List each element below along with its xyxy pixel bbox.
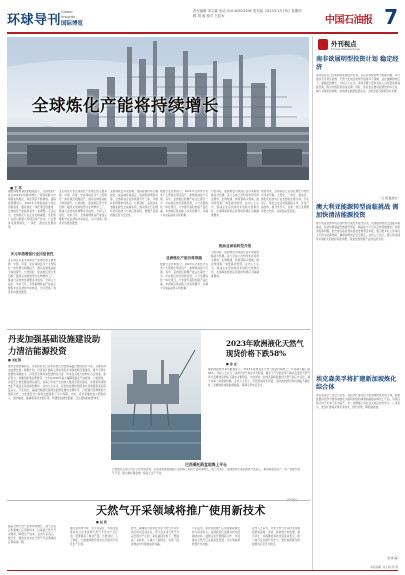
lead-paragraph: 亚太地区仍是全球炼化产能增长的主要来源。中国、印度、中东等地区多个大型炼化一体化项目相继投产，推动区域炼油能力持续提升。与此同时，欧美地区部分老旧炼厂陆续关闭或转型为生物燃料工厂，炼油行业结构性调整步伐加快。分析人士指出，未来几年，全球新增炼油产能将主要集中在亚洲和中东地区，出口型炼厂的竞争将更加激烈。: [8, 259, 56, 295]
lead-column-2: [59, 190, 107, 325]
gas-tech-author: ■ 赵 欣: [96, 520, 107, 524]
section-divider: [7, 500, 310, 501]
sidebar-headline-1: 南非欲展明型投资计划 稳定经济: [316, 56, 399, 71]
column-divider: [312, 36, 313, 570]
lead-subheading: 多元举措增强行业回复韧性: [10, 252, 54, 256]
denmark-article-text: 据丹麦能源署消息，丹麦政府近日宣布将加大对能源基础设施的投资力度，以推动清洁能源发展。根据计划，丹麦将扩建海上风电项目并加强电网互联建设，提升可再生能源的消纳能力。丹麦是全球风电发展的先行者，风电在其电力结构中占比较高。政府表示，将继续推进能源转型，力争在2030年前大幅降低温室气体排放。与此同时，丹麦还计划发展能源岛项目，将海上风电产生的电力输送至周边国家，并探索利用绿电生产氢能及其他绿色燃料。业内人士认为，丹麦的能源转型经验对其他国家具有借鉴意义。专家指出，基础设施建设是清洁能源发展的关键环节，丹麦通过统筹规划与国际合作，为能源安全与绿色发展提供了有力保障。未来，丹麦将继续加大研发投入，推动储能、碳捕集等技术的应用，构建更加清洁低碳、安全高效的能源体系。: [8, 365, 106, 401]
sidebar-label-english: Foreign Perspectives: [331, 47, 360, 51]
lead-paragraph: 与此同时，能源转型为炼油行业带来新的挑战与机遇。各大石油公司纷纷布局可再生燃料、生物航煤、绿氢等新兴领域，推动传统炼厂向低碳化转型。业内人士认为，炼油企业需加快技术创新与结构优化，在保障能源供应的同时积极应对碳减排要求。: [211, 190, 259, 218]
sidebar-label-text: 外刊视点: [331, 40, 357, 48]
page-number: 7: [384, 5, 398, 29]
sidebar-article-3-text: 埃克森美孚公司近日宣布，将投资扩建其位于新加坡的炼化综合体，新建装置将把部分燃料油转化为高附加值的润滑油基础油和化工产品。该项目预计将于未来几年内投产，进一步增强公司在亚太地区的竞争力。公司表示，此次扩建将采用先进技术，提升能效，降低碳排放。: [316, 394, 400, 410]
lead-subheading: 亚洲炼化产能仍将领跑: [166, 256, 202, 260]
lead-subheading: 炼油业面临转型升级: [218, 244, 252, 248]
lead-paragraph: 展望未来，全球炼化行业将在增长与转型中寻求平衡。大型化、一体化、智能化、绿色化将成为行业发展的主要方向。专家表示，炼化企业应加强国际合作，优化产品结构，提升竞争力，在新一轮行业调整中抢占先机，实现高质量发展。: [261, 190, 309, 214]
denmark-headline: 丹麦加强基础设施建设助力清洁能源投资: [8, 334, 101, 356]
section-english-title: Global Insights: [61, 10, 76, 19]
lead-headline: 全球炼化产能将持续增长: [32, 96, 219, 115]
lead-paragraph: 根据行业机构统计，2023年全球预计有多个大型炼化项目投产，新增炼油能力可观。其中，亚洲地区新增产能占比超过一半。中东地区依托资源优势，大力发展炼化一体化项目，力争提升高附加值产品比重。非洲地区炼油能力也有望提升，以减少对成品油进口的依赖。: [160, 263, 208, 291]
lead-column-5: [211, 190, 259, 325]
gas-tech-column-1: 随着全球天然气需求持续增长，油气企业正积极推广应用新技术，以提高天然气开采效率，降低生产成本。业内专家表示，数字化、智能化技术在天然气开采领域的应用前景广阔。: [8, 525, 56, 545]
footer-editor: 本版编辑 刘义霖 胡 蓉: [370, 565, 398, 569]
sidebar-article-1-text: 南非政府近日宣布新的能源投资计划，以应对持续的电力短缺问题。该计划涉及可再生能源、天然气发电及电网升级等多个领域，旨在缓解限电压力，提振经济增长。分析人士认为，南非需要大量资金投入以改善能源基础设施，吸引外国投资将是关键。同时，政府也在推动能源结构多元化，减少对煤炭的依赖，加快清洁能源发展步伐，为经济复苏提供坚实支撑。: [316, 74, 400, 94]
lead-column-3: [110, 190, 158, 325]
section-subtitle: 国际博览: [61, 21, 84, 27]
sidebar-article-1-author: （文 据 路透社）: [378, 196, 400, 200]
page-footer-rule: [7, 570, 398, 572]
photo-caption-text: 巴西国家石油公司近日发布消息称，其在桑托斯盆地盐下层的海上油田产量持续增长。该公司表示，将继续加大深水勘探开发投入，推动新项目投产，进一步提升油气产量。图为桑托斯盆地一座海上生产平台。: [112, 468, 300, 476]
masthead-logo: 中国石油报: [325, 15, 373, 26]
lng-price-article-text: 据欧洲能源交易所数据显示，2023年欧洲液化天然气现货价格较上一年同期大幅下跌58%。分析人士认为，欧洲天然气库存水平较高、暖冬天气导致需求下降以及液化天然气进口量增加是价格下跌的主要原因。与此同时，欧洲各国积极推进天然气供应多元化，减少对单一来源的依赖。业内人士表示，尽管价格有所回落，但欧洲能源市场仍面临不确定性，需要继续加强能源储备，保障冬季供应安全。: [208, 368, 310, 388]
lng-price-author: ■ 孙 亚: [226, 362, 237, 366]
lead-paragraph: 与此同时，能源转型为炼油行业带来新的挑战与机遇。各大石油公司纷纷布局可再生燃料、生物航煤、绿氢等新兴领域，推动传统炼厂向低碳化转型。业内人士认为，炼油企业需加快技术创新与结构优化，在保障能源供应的同时积极应对碳减排要求。: [211, 251, 259, 279]
lng-price-headline: 2023年欧洲液化天然气现货价格下跌58%: [226, 339, 304, 358]
lead-column-6: [261, 190, 309, 325]
editor-info: 责任编辑 刘义霖 电话 010-64523398 美术编辑 胡 蓉 校对 王辰禾: [193, 9, 263, 18]
photo-caption-title: 巴西桑托斯盆地海上平台: [185, 462, 227, 467]
section-title: 环球导刊: [7, 13, 62, 28]
sidebar-headline-3: 埃克森美孚将扩建新加坡炼化综合体: [316, 376, 397, 391]
lead-column-1: [8, 190, 56, 325]
sidebar-headline-2: 澳大利亚能源转型面临挑战 需加快清洁能源投资: [316, 204, 399, 219]
sidebar-article-2-text: 澳大利亚能源市场运营机构日前发布报告指出，该国能源转型正面临多重挑战，包括电网基础设施建设滞后、储能能力不足以及传统燃煤电厂加速退役等问题。报告建议政府加快清洁能源项目审批，吸引更多私人资本投入可再生能源领域，确保能源供应安全稳定。业内人士表示，澳大利亚拥有丰富的太阳能和风能资源，具备发展绿氢产业的良好条件。: [316, 222, 400, 242]
lead-paragraph: 根据行业机构统计，2023年全球预计有多个大型炼化项目投产，新增炼油能力可观。其中，亚洲地区新增产能占比超过一半。中东地区依托资源优势，大力发展炼化一体化项目，力争提升高附加值产品比重。非洲地区炼油能力也有望提升，以减少对成品油进口的依赖。: [160, 190, 208, 218]
gas-tech-column-4: 专家指出，新技术的推广应用需要政策支持与资金投入。各国政府应加强对技术创新的扶持，鼓励企业开展国际合作，共同推动天然气行业高质量发展，为全球能源转型作出贡献。: [192, 527, 240, 547]
page-header: [7, 6, 398, 34]
sidebar-mark-icon: [318, 39, 328, 50]
sidebar-label: [318, 38, 398, 53]
lead-paragraph: 据国际能源署预测数据显示，全球炼油产能在2023年将继续增长。特别是新兴市场国家和地区，炼化项目不断增加。国际能源署表示，2023年全球炼油能力将达到新高度，随着炼化一体化项目的推进，全球炼化产能格局将进一步调整。专家认为，全球炼化行业正在加速重组，老旧炼厂关停与新建大型项目投产并存，行业整体呈现规模化、一体化、清洁化发展趋势。: [8, 190, 56, 230]
lead-paragraph: 受地缘政治冲突影响，国际能源市场大幅波动，成品油价格高企，炼油利润明显改善。全球炼油企业积极提升开工率，多措并举保障市场供应。与此同时，各国也在加强能源安全战略布局，推动炼化行业提升抗风险能力与供应链韧性，增强产业链的稳定性与安全性。: [110, 190, 158, 218]
lead-author: ■ 王 邦: [10, 186, 22, 190]
gas-tech-column-5: 业内人士认为，未来天然气开采技术将朝着更加高效、清洁、智能的方向发展，数字孪生、远程操控等技术将逐步普及，助力油气企业提升竞争力，更好地保障全球能源供应安全与稳定。: [252, 527, 300, 547]
gas-tech-headline: 天然气开采领域将推广使用新技术: [96, 504, 266, 517]
gas-tech-column-2: 据行业机构分析，水平井钻井、多级压裂等技术已在非常规天然气开发中广泛应用，显著提高了单井产量。与此同时，人工智能、大数据等数字技术也开始用于优化生产运营。: [70, 527, 118, 547]
offshore-platform-photo: [111, 330, 201, 460]
denmark-author: ■ 刘红钢: [8, 358, 21, 362]
lead-paragraph: 亚太地区仍是全球炼化产能增长的主要来源。中国、印度、中东等地区多个大型炼化一体化项目相继投产，推动区域炼油能力持续提升。与此同时，欧美地区部分老旧炼厂陆续关闭或转型为生物燃料工厂，炼油行业结构性调整步伐加快。分析人士指出，未来几年，全球新增炼油产能将主要集中在亚洲和中东地区，出口型炼厂的竞争将更加激烈。: [59, 190, 107, 226]
sidebar-article-3-author: （张译 编）: [385, 556, 400, 560]
lead-column-4: [160, 190, 208, 325]
gas-tech-column-3: 此外，碳捕集与封存技术在天然气开采中的应用也受到关注。部分企业将天然气开采过程中产生的二氧化碳回注地下，既提高了采收率，又减少了碳排放，实现了经济效益与环境效益的双赢。: [131, 527, 179, 547]
issue-date: 2023年1月19日 星期四: [265, 9, 302, 13]
